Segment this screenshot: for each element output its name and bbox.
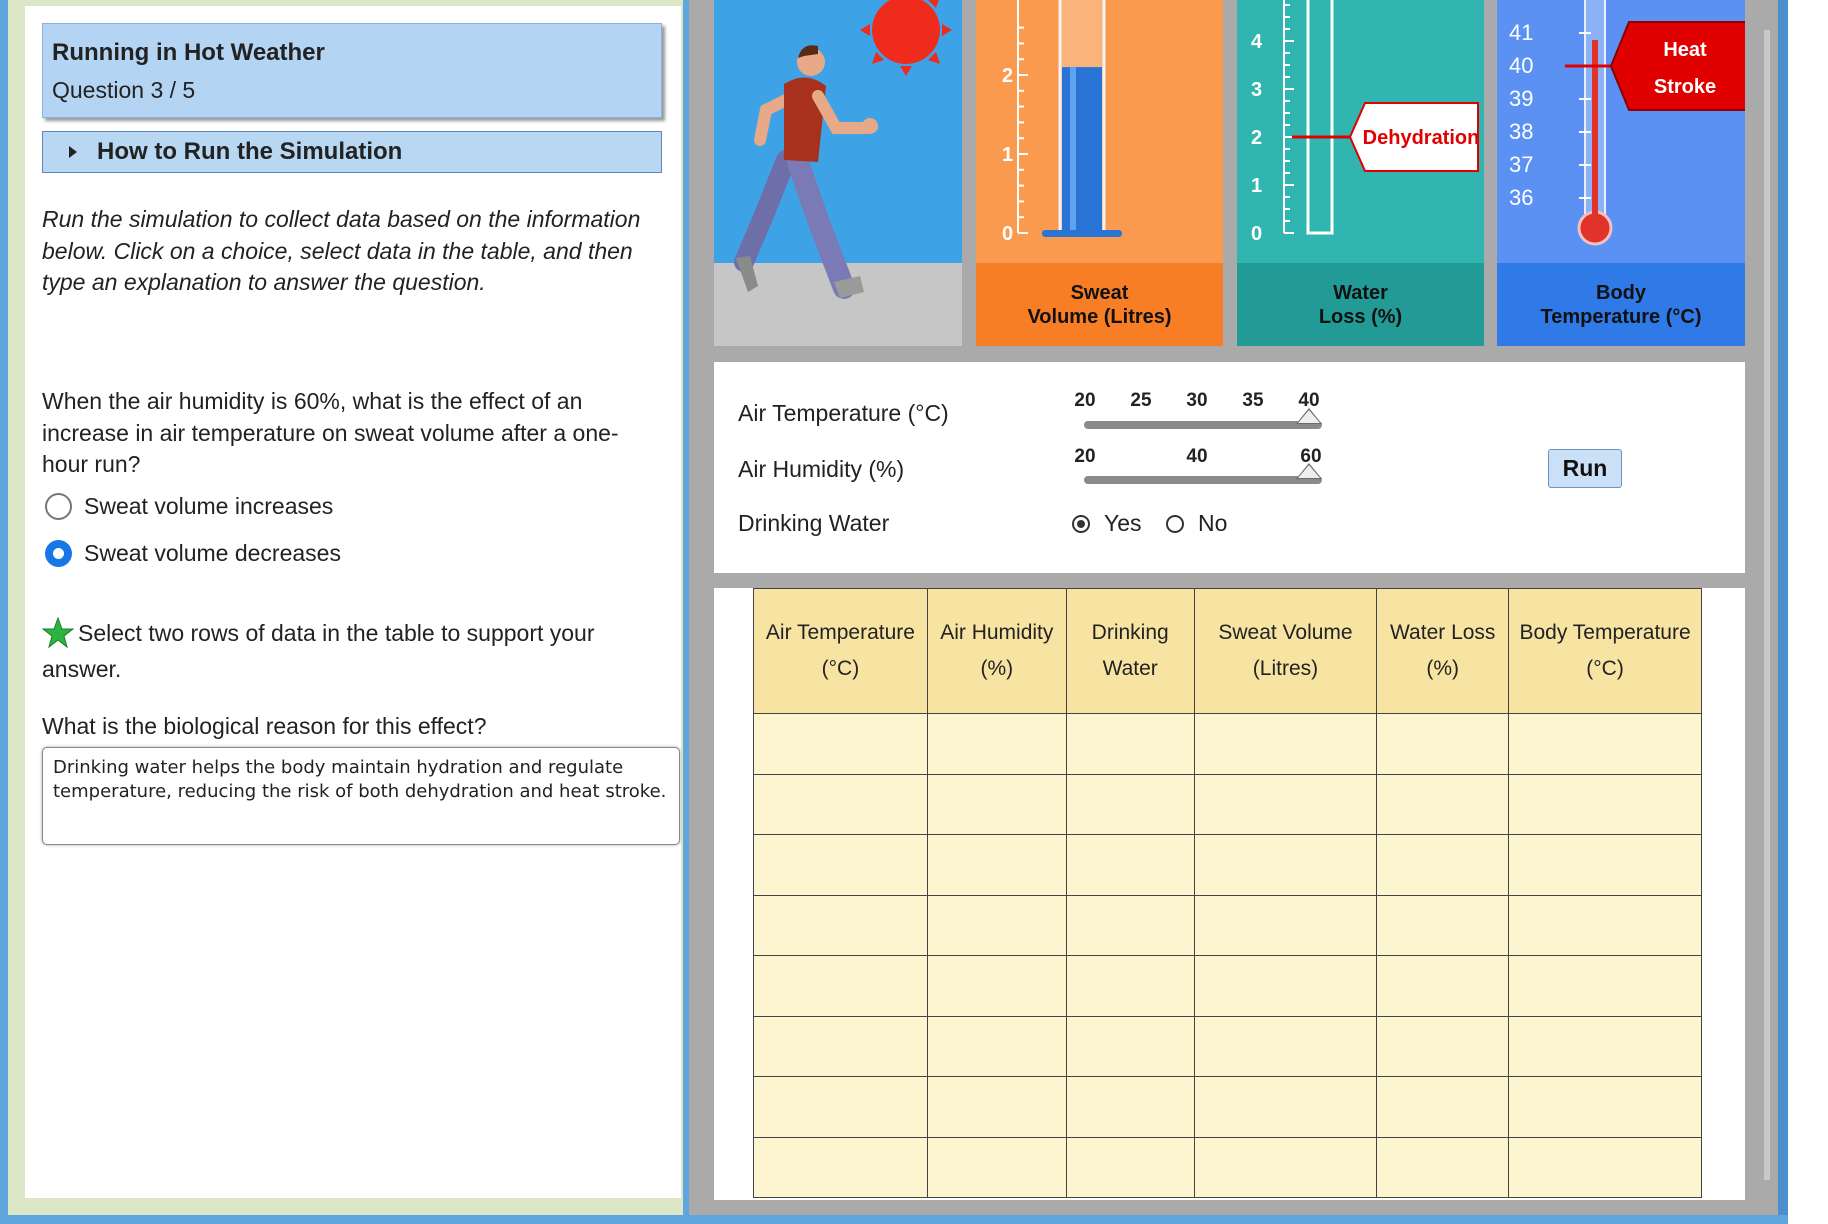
radio-selected[interactable] [1072,515,1090,533]
water-loss-column [1237,0,1484,263]
choice-label: Sweat volume increases [84,493,334,519]
triangle-right-icon [69,146,77,158]
table-cell[interactable] [1377,835,1509,896]
table-cell[interactable] [1509,714,1702,775]
page-margin [1788,0,1828,1224]
body-temperature-gauge [1497,0,1745,346]
water-column [1308,0,1332,233]
table-cell[interactable] [1194,714,1377,775]
table-cell[interactable] [1509,1016,1702,1077]
humidity-tick: 40 [1186,446,1208,467]
table-cell[interactable] [1509,835,1702,896]
choice-radio-selected[interactable] [45,540,72,567]
table-cell[interactable] [927,895,1066,956]
select-rows-text: Select two rows of data in the table to support your answer. [42,620,595,682]
table-cell[interactable] [1194,774,1377,835]
runner-scene [714,0,962,346]
choice-sweat-increases[interactable] [45,493,333,520]
star-icon [42,617,74,649]
sweat-tick-label: 0 [1002,223,1014,245]
select-rows-hint [42,615,662,687]
air-humidity-label: Air Humidity (%) [738,456,905,482]
drinking-water-yes[interactable] [1072,510,1142,537]
table-cell[interactable] [927,1137,1066,1198]
sweat-volume-label [976,263,1223,346]
table-row[interactable] [754,956,1702,1017]
table-cell[interactable] [927,835,1066,896]
water-tick-label: 3 [1251,79,1263,101]
sweat-fill-highlight [1070,67,1076,233]
table-cell[interactable] [1377,1016,1509,1077]
table-cell[interactable] [927,1016,1066,1077]
table-cell[interactable] [754,835,928,896]
temp-tick: 35 [1242,390,1264,411]
temp-tick: 40 [1298,390,1320,411]
col-air-humidity: Air Humidity (%) [927,589,1066,714]
heat-stroke-text-1: Heat [1663,39,1707,61]
table-cell[interactable] [1194,1077,1377,1138]
col-water-loss: Water Loss (%) [1377,589,1509,714]
data-table-container [714,588,1745,1200]
drinking-water-no[interactable] [1166,510,1227,537]
drinking-water-label: Drinking Water [738,510,890,536]
table-cell[interactable] [1377,714,1509,775]
how-to-run-toggle[interactable] [42,131,662,173]
activity-title: Running in Hot Weather [52,39,325,66]
air-temperature-thumb[interactable] [1296,408,1322,424]
data-table [753,588,1702,1198]
table-cell[interactable] [1194,1016,1377,1077]
right-border [1778,0,1788,1215]
question-text: When the air humidity is 60%, what is the effect of an increase in air temperature on sweat volume after a one-hour run? [42,388,619,477]
air-temperature-label: Air Temperature (°C) [738,400,949,426]
table-cell[interactable] [1509,774,1702,835]
table-cell[interactable] [754,1077,928,1138]
air-temperature-slider[interactable] [1084,421,1322,429]
sweat-cylinder [976,0,1223,263]
col-air-temperature: Air Temperature (°C) [754,589,928,714]
table-cell[interactable] [754,1016,928,1077]
temp-tick-label: 40 [1509,53,1534,78]
table-cell[interactable] [754,895,928,956]
table-row[interactable] [754,1137,1702,1198]
table-row[interactable] [754,895,1702,956]
sweat-fill [1062,67,1102,233]
temp-label-line1: Body [1596,281,1646,304]
question-panel [25,6,681,1198]
table-cell[interactable] [1194,1137,1377,1198]
col-drinking-water: Drinking Water [1066,589,1194,714]
table-cell[interactable] [1066,774,1194,835]
table-cell[interactable] [1194,835,1377,896]
table-cell[interactable] [1377,1137,1509,1198]
table-header-row [754,589,1702,714]
table-row[interactable] [754,774,1702,835]
temp-tick-label: 36 [1509,185,1534,210]
table-cell[interactable] [1066,895,1194,956]
col-sweat-volume: Sweat Volume (Litres) [1194,589,1377,714]
water-loss-gauge [1237,0,1484,346]
sun-icon [860,0,952,76]
dehydration-text: Dehydration [1362,127,1480,149]
runner-figure [736,45,878,298]
table-cell[interactable] [1377,895,1509,956]
simulation-controls [714,362,1745,573]
body-temp-label [1497,263,1745,346]
scrollbar[interactable] [1764,30,1770,1180]
water-tick-label: 2 [1251,127,1263,149]
water-label-line1: Water [1333,281,1388,304]
temp-tick-label: 39 [1509,86,1534,111]
table-cell[interactable] [1377,774,1509,835]
humidity-tick: 60 [1300,446,1322,467]
runner-illustration [714,0,962,346]
run-button[interactable]: Run [1548,449,1622,488]
water-tick-label: 0 [1251,223,1263,245]
option-label: Yes [1104,510,1142,536]
temp-tick-label: 41 [1509,20,1534,45]
table-cell[interactable] [754,1137,928,1198]
humidity-tick: 20 [1074,446,1096,467]
choice-sweat-decreases[interactable] [45,540,341,567]
table-cell[interactable] [1194,956,1377,1017]
air-humidity-thumb[interactable] [1296,463,1322,479]
table-cell[interactable] [927,714,1066,775]
air-humidity-slider[interactable] [1084,476,1322,484]
water-tick-label: 4 [1251,31,1263,53]
heat-stroke-text-2: Stroke [1653,76,1717,98]
temp-tick: 30 [1186,390,1208,411]
col-body-temperature: Body Temperature (°C) [1509,589,1702,714]
table-cell[interactable] [1194,895,1377,956]
reason-question: What is the biological reason for this effect? [42,713,487,739]
sweat-label-line1: Sweat [1070,281,1129,304]
water-loss-label [1237,263,1484,346]
table-cell[interactable] [927,956,1066,1017]
choice-label: Sweat volume decreases [84,540,341,566]
table-cell[interactable] [754,774,928,835]
radio-unselected[interactable] [1166,515,1184,533]
table-cell[interactable] [1509,956,1702,1017]
sweat-tick-label: 1 [1002,144,1014,166]
question-progress: Question 3 / 5 [52,77,196,103]
temp-tick: 25 [1130,390,1152,411]
how-to-run-label: How to Run the Simulation [97,138,403,165]
table-row[interactable] [754,1077,1702,1138]
table-cell[interactable] [1066,1137,1194,1198]
activity-header [42,23,662,118]
temp-tick-label: 37 [1509,152,1534,177]
table-cell[interactable] [1066,1016,1194,1077]
choice-radio-unselected[interactable] [45,493,72,520]
sweat-tick-label: 2 [1002,65,1014,87]
option-label: No [1198,510,1228,536]
table-cell[interactable] [1509,1137,1702,1198]
table-cell[interactable] [1066,1077,1194,1138]
table-cell[interactable] [1066,714,1194,775]
temp-label-line2: Temperature (°C) [1540,305,1702,328]
table-cell[interactable] [1509,895,1702,956]
table-cell[interactable] [1377,956,1509,1017]
sweat-label-line2: Volume (Litres) [1027,305,1172,328]
table-cell[interactable] [1066,956,1194,1017]
temp-tick-label: 38 [1509,119,1534,144]
thermometer [1497,0,1745,263]
table-cell[interactable] [1377,1077,1509,1138]
table-row[interactable] [754,835,1702,896]
temp-tick: 20 [1074,390,1096,411]
sweat-volume-gauge [976,0,1223,346]
table-cell[interactable] [927,774,1066,835]
water-label-line2: Loss (%) [1318,305,1403,328]
table-cell[interactable] [754,956,928,1017]
explanation-textarea[interactable] [42,747,680,845]
table-cell[interactable] [754,714,928,775]
cylinder-base [1042,230,1122,237]
table-row[interactable] [754,714,1702,775]
water-tick-label: 1 [1251,175,1263,197]
table-body [754,714,1702,1198]
table-row[interactable] [754,1016,1702,1077]
table-cell[interactable] [1066,835,1194,896]
instructions-text: Run the simulation to collect data based on the information below. Click on a choice, select data in the table, and then type an explanation to answer the question. [42,206,641,295]
table-cell[interactable] [927,1077,1066,1138]
table-cell[interactable] [1509,1077,1702,1138]
